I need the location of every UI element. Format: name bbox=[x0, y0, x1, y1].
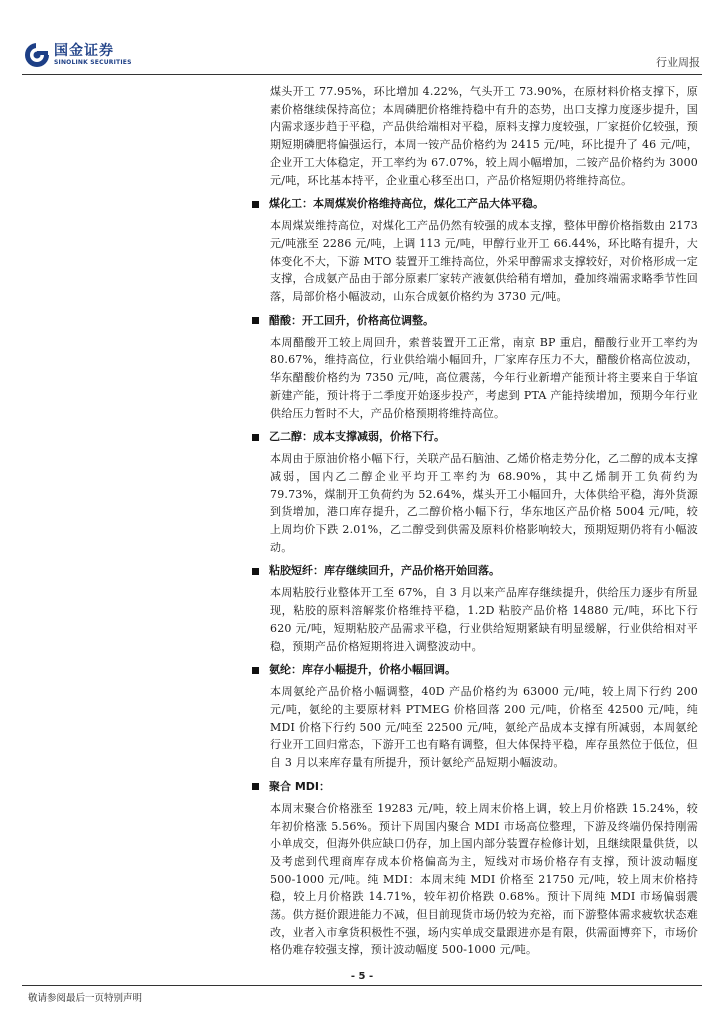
section-spandex bbox=[252, 660, 698, 772]
section-heading bbox=[252, 194, 698, 214]
section-body: 煤头开工 77.95%，环比增加 4.22%，气头开工 73.90%，在原材料价格支撑下，原素价格继续保持高位；本周磷肥价格维持稳中有升的态势，出口支撑力度逐步提升，国内需求逐步趋于平稳，产品供给端相对平稳，原料支撑力度较强，厂家挺价亿较强，预期短期磷肥将偏强运行，本周一铵产品价格约为 2415 元/吨，环比提升了 46 元/吨，企业开工大体稳定，开工率约为 67.07%，较上周小幅增加，二铵产品价格约为 3000 元/吨，环比基本持平，企业重心移至出口，产品价格短期仍将维持高位。 bbox=[270, 85, 698, 187]
bullet-square-icon bbox=[252, 568, 259, 575]
bullet-square-icon bbox=[252, 667, 259, 674]
section-heading bbox=[252, 311, 698, 331]
page-header bbox=[22, 30, 702, 74]
section-body: 本周氨纶产品价格小幅调整，40D 产品价格约为 63000 元/吨，较上周下行约 200 元/吨，氨纶的主要原材料 PTMEG 价格回落 200 元/吨，价格至 42500 元/吨，纯 MDI 价格下行约 500 元/吨至 22500 元/吨，氨纶产品成本支撑有所减弱，本周氨纶行业开工回归常态，下游开工也有略有调整，但大体保持平稳，库存虽然位于低位，但自 3 月以来库存量有所提升，预计氨纶产品短期小幅波动。 bbox=[270, 685, 698, 770]
section-acetic-acid bbox=[252, 311, 698, 423]
header-divider bbox=[22, 74, 702, 75]
section-heading-text: 乙二醇：成本支撑减弱，价格下行。 bbox=[269, 430, 445, 444]
page-number: - 5 - bbox=[350, 971, 374, 982]
section-heading-text: 煤化工：本周煤炭价格维持高位，煤化工产品大体平稳。 bbox=[269, 197, 544, 211]
bullet-square-icon bbox=[252, 434, 259, 441]
bullet-square-icon bbox=[252, 317, 259, 324]
logo-chinese-name: 国金证券 bbox=[54, 43, 114, 59]
section-coal-chemical bbox=[252, 194, 698, 306]
section-polymeric-mdi bbox=[252, 777, 698, 959]
section-heading-text: 氨纶：库存小幅提升，价格小幅回调。 bbox=[269, 663, 456, 677]
bullet-square-icon bbox=[252, 783, 259, 790]
disclaimer-note: 敬请参阅最后一页特别声明 bbox=[28, 993, 143, 1004]
report-content bbox=[252, 78, 698, 959]
section-body: 本周粘胶行业整体开工至 67%，自 3 月以来产品库存继续提升，供给压力逐步有所显现，粘胶的原料溶解浆价格维持平稳，1.2D 粘胶产品价格 14880 元/吨，环比下行 620 元/吨，短期粘胶产品需求平稳，行业供给短期紧缺有明显缓解，行业供给相对平稳，预期产品价格短期将进入调整波动中。 bbox=[270, 586, 698, 653]
section-heading-text: 粘胶短纤：库存继续回升，产品价格开始回落。 bbox=[269, 564, 500, 578]
section-body: 本周由于原油价格小幅下行，关联产品石脑油、乙烯价格走势分化，乙二醇的成本支撑减弱，国内乙二醇企业平均开工率约为 68.90%，其中乙烯制开工负荷约为 79.73%，煤制开工负荷约为 52.64%，煤头开工小幅回升，大体供给平稳，海外货源到货增加，港口库存提升，乙二醇价格小幅下行，华东地区产品价格 5004 元/吨，较上周均价下跌 2.01%，乙二醇受到供需及原料价格影响较大，预期短期仍将有小幅波动。 bbox=[270, 452, 698, 554]
section-ethylene-glycol bbox=[252, 427, 698, 556]
section-body: 本周醋酸开工较上周回升，索普装置开工正常，南京 BP 重启，醋酸行业开工率约为 80.67%，维持高位，行业供给端小幅回升，厂家库存压力不大，醋酸价格高位波动，华东醋酸价格约为 7350 元/吨，高位震荡，今年行业新增产能预计将主要来自于华谊新建产能，预计将于二季度开始逐步投产，考虑到 PTA 产能持续增加，预期今年行业供给压力暂时不大，产品价格预期将维持高位。 bbox=[270, 335, 698, 420]
section-fertilizer bbox=[252, 83, 698, 189]
section-heading-text: 聚合 MDI： bbox=[269, 779, 330, 793]
report-type-label: 行业周报 bbox=[656, 56, 700, 69]
section-heading bbox=[252, 660, 698, 680]
section-body: 本周末聚合价格涨至 19283 元/吨，较上周末价格上调，较上月价格跌 15.24%，较年初价格涨 5.56%。预计下周国内聚合 MDI 市场高位整理，下游及终端仍保持刚需小单成交，但海外供应缺口仍存，加上国内部分装置存检修计划，且继续限量供货，以及考虑到代理商库存成本价格偏高为主，短线对市场价格存有支撑，预计波动幅度 500-1000 元/吨。纯 MDI：本周末纯 MDI 价格至 21750 元/吨，较上周末价格持稳，较上月价格跌 14.71%，较年初价格跌 0.68%。预计下周纯 MDI 市场偏弱震荡。供方挺价跟进能力不减，但目前现货市场仍较为充裕，而下游整体需求疲软状态难改，业者入市拿货积极性不强，场内实单成交量跟进亦是有限，供需面博弈下，市场价格仍难存较强支撑，预计波动幅度 500-1000 元/吨。 bbox=[270, 801, 698, 957]
bullet-square-icon bbox=[252, 201, 259, 208]
logo-english-name: SINOLINK SECURITIES bbox=[54, 59, 132, 66]
section-viscose-fiber bbox=[252, 561, 698, 655]
company-logo bbox=[24, 42, 132, 68]
section-heading bbox=[252, 427, 698, 447]
section-heading-text: 醋酸：开工回升，价格高位调整。 bbox=[269, 313, 434, 327]
footer-divider bbox=[22, 985, 702, 986]
sinolink-logo-icon bbox=[24, 42, 50, 68]
section-heading bbox=[252, 561, 698, 581]
section-heading bbox=[252, 777, 698, 797]
section-body: 本周煤炭维持高位，对煤化工产品仍然有较强的成本支撑，整体甲醇价格指数由 2173 元/吨涨至 2286 元/吨，上调 113 元/吨，甲醇行业开工 66.44%，环比略有提升，大体变化不大，下游 MTO 装置开工维持高位，外采甲醇需求支撑较好，对价格形成一定支撑，合成氨产品由于部分原素厂家转产液氨供给稍有增加，叠加终端需求略季节性回落，局部价格小幅波动，山东合成氨价格约为 3730 元/吨。 bbox=[270, 219, 698, 304]
